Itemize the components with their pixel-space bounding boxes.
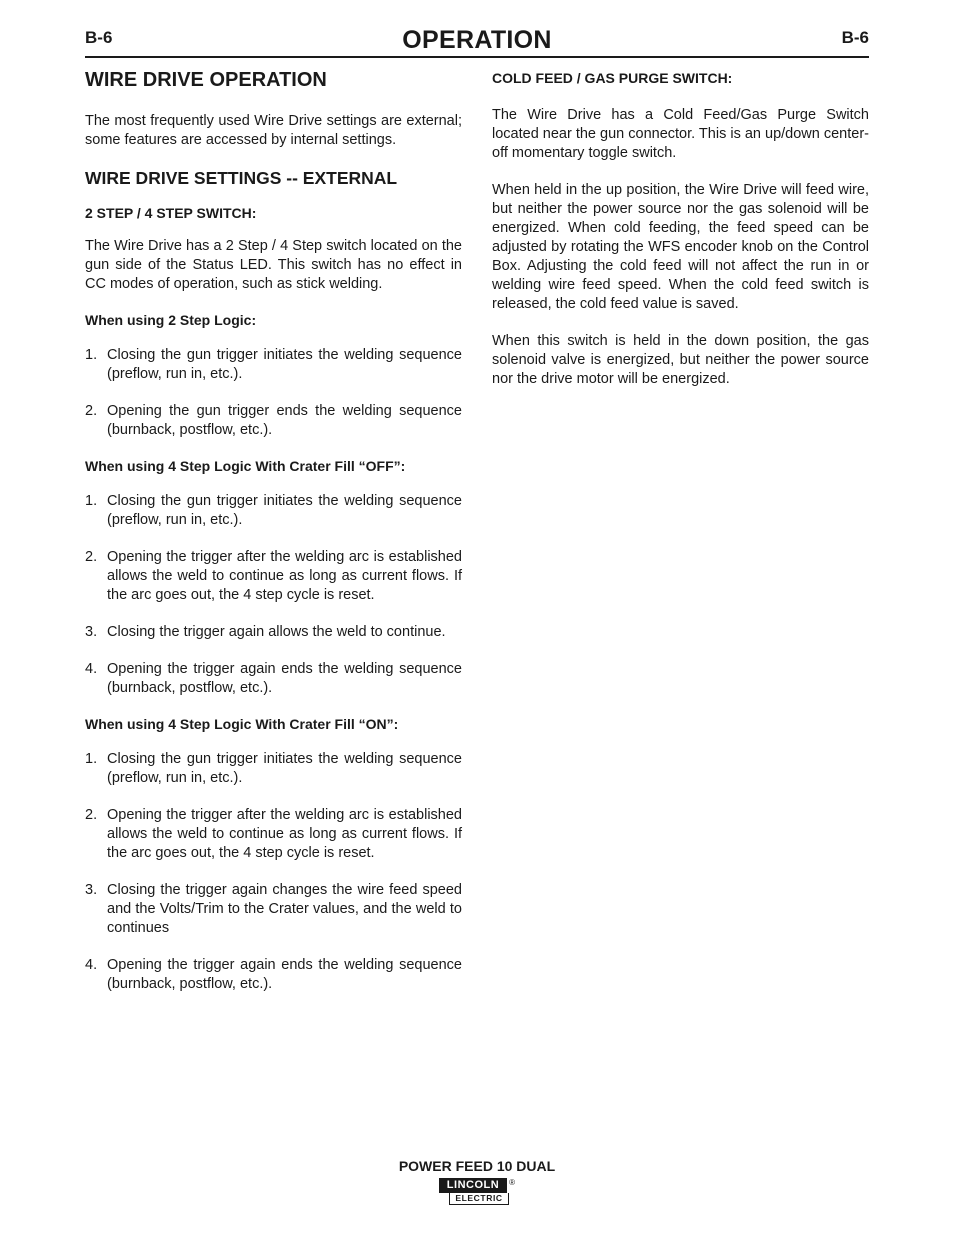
list-item: 1. Closing the gun trigger initiates the welding sequence (preflow, run in, etc.). <box>85 493 462 528</box>
section-heading: WIRE DRIVE OPERATION <box>85 69 327 91</box>
cold-feed-paragraph-2: When held in the up position, the Wire Drive will feed wire, but neither the power source nor the gas solenoid will be energized. When cold feeding, the feed speed can be adjusted by rotating the WFS encoder knob on the Control Box. Adjusting the cold feed will not affect the run in or welding wire feed speed. When the cold feed switch is released, the cold feed value is saved. <box>492 182 869 312</box>
right-column <box>492 66 869 389</box>
subsection-heading: WIRE DRIVE SETTINGS -- EXTERNAL <box>85 168 398 188</box>
four-step-off-heading: When using 4 Step Logic With Crater Fill “OFF”: <box>85 458 406 474</box>
four-step-off-list <box>85 492 462 698</box>
list-item: 2. Opening the gun trigger ends the welding sequence (burnback, postflow, etc.). <box>85 403 462 438</box>
lincoln-electric-logo <box>439 1178 515 1205</box>
switch-heading: 2 STEP / 4 STEP SWITCH: <box>85 205 257 221</box>
registered-mark: ® <box>509 1178 515 1187</box>
switch-paragraph: The Wire Drive has a 2 Step / 4 Step switch located on the gun side of the Status LED. This switch has no effect in CC modes of operation, such as stick welding. <box>85 238 462 292</box>
list-item: 1. Closing the gun trigger initiates the welding sequence (preflow, run in, etc.). <box>85 751 462 786</box>
list-item: 2. Opening the trigger after the welding arc is established allows the weld to continue as long as current flows. If the arc goes out, the 4 step cycle is reset. <box>85 549 462 603</box>
cold-feed-heading: COLD FEED / GAS PURGE SWITCH: <box>492 70 733 86</box>
list-item: 2. Opening the trigger after the welding arc is established allows the weld to continue as long as current flows. If the arc goes out, the 4 step cycle is reset. <box>85 807 462 861</box>
page-number-left: B-6 <box>85 28 113 47</box>
left-column <box>85 66 462 994</box>
two-step-heading: When using 2 Step Logic: <box>85 312 257 328</box>
four-step-on-heading: When using 4 Step Logic With Crater Fill “ON”: <box>85 716 399 732</box>
model-name: POWER FEED 10 DUAL <box>398 1158 556 1174</box>
list-item: 1. Closing the gun trigger initiates the welding sequence (preflow, run in, etc.). <box>85 347 462 382</box>
two-step-list <box>85 346 462 440</box>
list-item: 4. Opening the trigger again ends the welding sequence (burnback, postflow, etc.). <box>85 661 462 696</box>
list-item: 3. Closing the trigger again changes the wire feed speed and the Volts/Trim to the Crater values, and the weld to continues <box>85 882 462 936</box>
cold-feed-paragraph-1: The Wire Drive has a Cold Feed/Gas Purge Switch located near the gun connector. This is an up/down center-off momentary toggle switch. <box>492 107 869 161</box>
intro-paragraph: The most frequently used Wire Drive settings are external; some features are accessed by internal settings. <box>85 113 462 148</box>
page-footer <box>0 1158 954 1206</box>
logo-bottom: ELECTRIC <box>449 1193 509 1205</box>
list-item: 3. Closing the trigger again allows the weld to continue. <box>85 624 446 640</box>
four-step-on-list <box>85 750 462 994</box>
logo-top: LINCOLN <box>439 1178 507 1193</box>
page-header <box>85 26 869 58</box>
page-number-right: B-6 <box>841 28 869 47</box>
cold-feed-paragraph-3: When this switch is held in the down position, the gas solenoid valve is energized, but neither the power source nor the drive motor will be energized. <box>492 333 869 387</box>
page-title: OPERATION <box>402 26 552 54</box>
list-item: 4. Opening the trigger again ends the welding sequence (burnback, postflow, etc.). <box>85 957 462 992</box>
